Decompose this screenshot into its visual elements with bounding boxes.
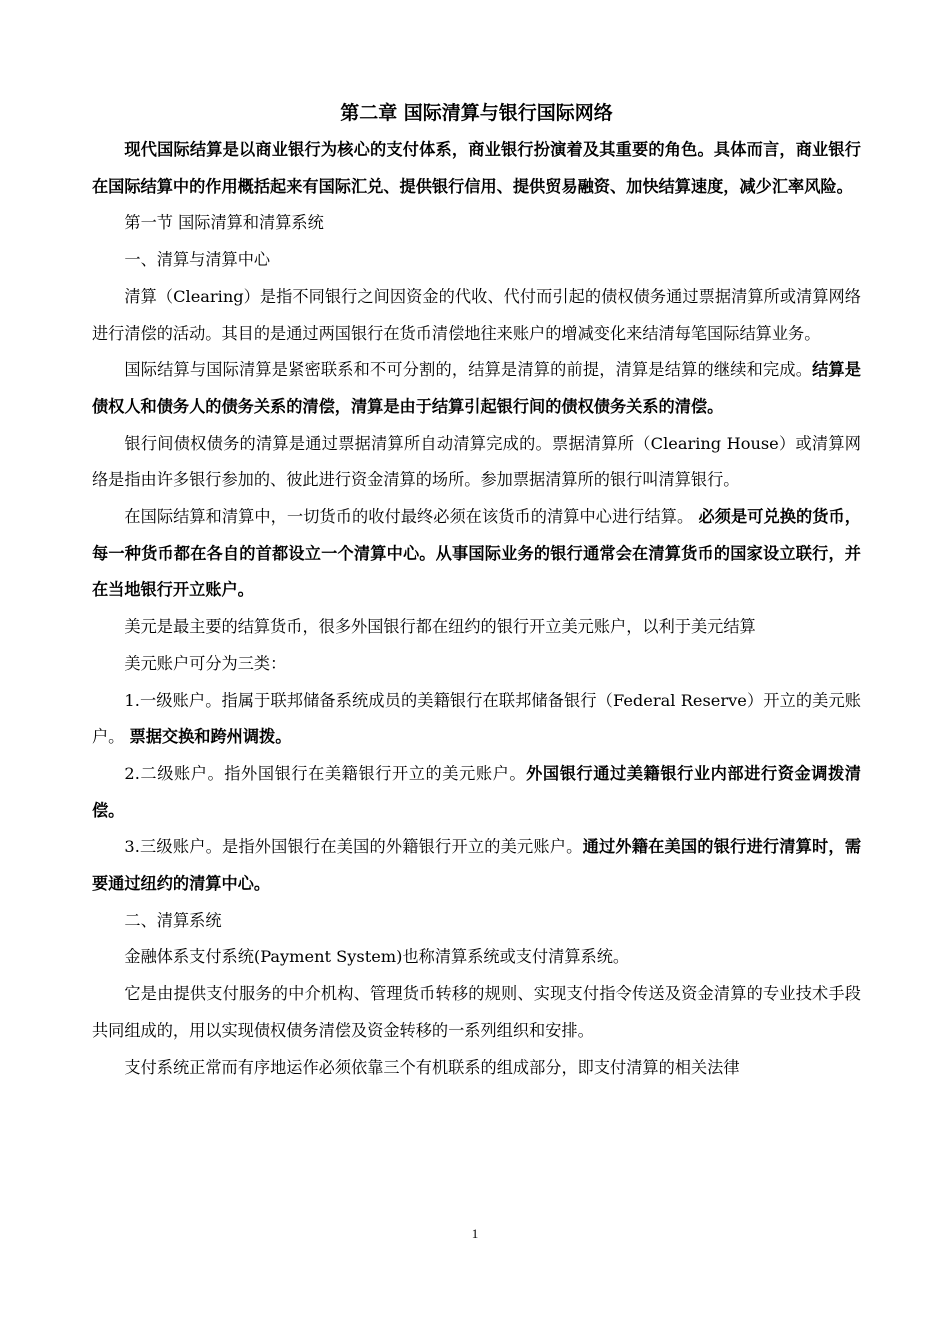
paragraph-payment-parts: 支付系统正常而有序地运作必须依靠三个有机联系的组成部分，即支付清算的相关法律	[124, 1057, 740, 1077]
text-normal: 2.二级账户。指外国银行在美籍银行开立的美元账户。	[124, 763, 527, 783]
paragraph-payment-composition: 它是由提供支付服务的中介机构、管理货币转移的规则、实现支付指令传送及资金清算的专业技术手段共同组成的，用以实现债权债务清偿及资金转移的一系列组织和安排。	[92, 984, 861, 1040]
paragraph-account-1	[92, 683, 861, 756]
paragraph-payment-system: 金融体系支付系统(Payment System)也称清算系统或支付清算系统。	[124, 947, 630, 967]
intro-paragraph: 现代国际结算是以商业银行为核心的支付体系，商业银行扮演着及其重要的角色。具体而言，商业银行在国际结算中的作用概括起来有国际汇兑、提供银行信用、提供贸易融资、加快结算速度，减少汇率风险。	[92, 140, 861, 196]
subsection-heading-clearing-center: 一、清算与清算中心	[124, 250, 271, 270]
paragraph-account-2	[92, 756, 861, 829]
text-normal: 在国际结算和清算中，一切货币的收付最终必须在该货币的清算中心进行结算。	[124, 507, 694, 527]
paragraph-account-3	[92, 829, 861, 902]
text-bold: 票据交换和跨州调拨。	[129, 727, 292, 747]
text-normal: 3.三级账户。是指外国银行在美国的外籍银行开立的美元账户。	[124, 837, 583, 857]
paragraph-clearing-definition: 清算（Clearing）是指不同银行之间因资金的代收、代付而引起的债权债务通过票据清算所或清算网络进行清偿的活动。其目的是通过两国银行在货币清偿地往来账户的增减变化来结清每笔国际结算业务。	[92, 286, 861, 343]
chapter-title: 第二章 国际清算与银行国际网络	[340, 102, 613, 124]
text-normal: 1.一级账户。指属于联邦储备系统成员的美籍银行在联邦储备银行（Federal Reserve）开立的美元账户。	[92, 690, 861, 747]
text-bold: 结算是债权人和债务人的债务关系的清偿，清算是由于结算引起银行间的债权债务关系的清偿。	[92, 360, 861, 416]
text-bold: 必须是可兑换的货币，每一种货币都在各自的首都设立一个清算中心。从事国际业务的银行通常会在清算货币的国家设立联行，并在当地银行开立账户。	[92, 507, 861, 600]
text-bold: 通过外籍在美国的银行进行清算时，需要通过纽约的清算中心。	[92, 837, 862, 894]
text-bold: 外国银行通过美籍银行业内部进行资金调拨清偿。	[92, 763, 861, 820]
section-heading: 第一节 国际清算和清算系统	[124, 213, 324, 233]
paragraph-usd-types: 美元账户可分为三类：	[124, 653, 287, 673]
document-body	[92, 96, 861, 1086]
paragraph-usd: 美元是最主要的结算货币，很多外国银行都在纽约的银行开立美元账户，以利于美元结算	[124, 617, 756, 637]
paragraph-clearing-house: 银行间债权债务的清算是通过票据清算所自动清算完成的。票据清算所（Clearing House）或清算网络是指由许多银行参加的、彼此进行资金清算的场所。参加票据清算所的银行叫清算银行。	[92, 433, 861, 490]
paragraph-clearing-center	[92, 499, 861, 609]
page-number: 1	[471, 1226, 479, 1241]
text-normal: 国际结算与国际清算是紧密联系和不可分割的，结算是清算的前提，清算是结算的继续和完成。	[124, 360, 813, 380]
subsection-heading-clearing-system: 二、清算系统	[124, 910, 222, 930]
paragraph-settlement-relation	[92, 352, 861, 425]
